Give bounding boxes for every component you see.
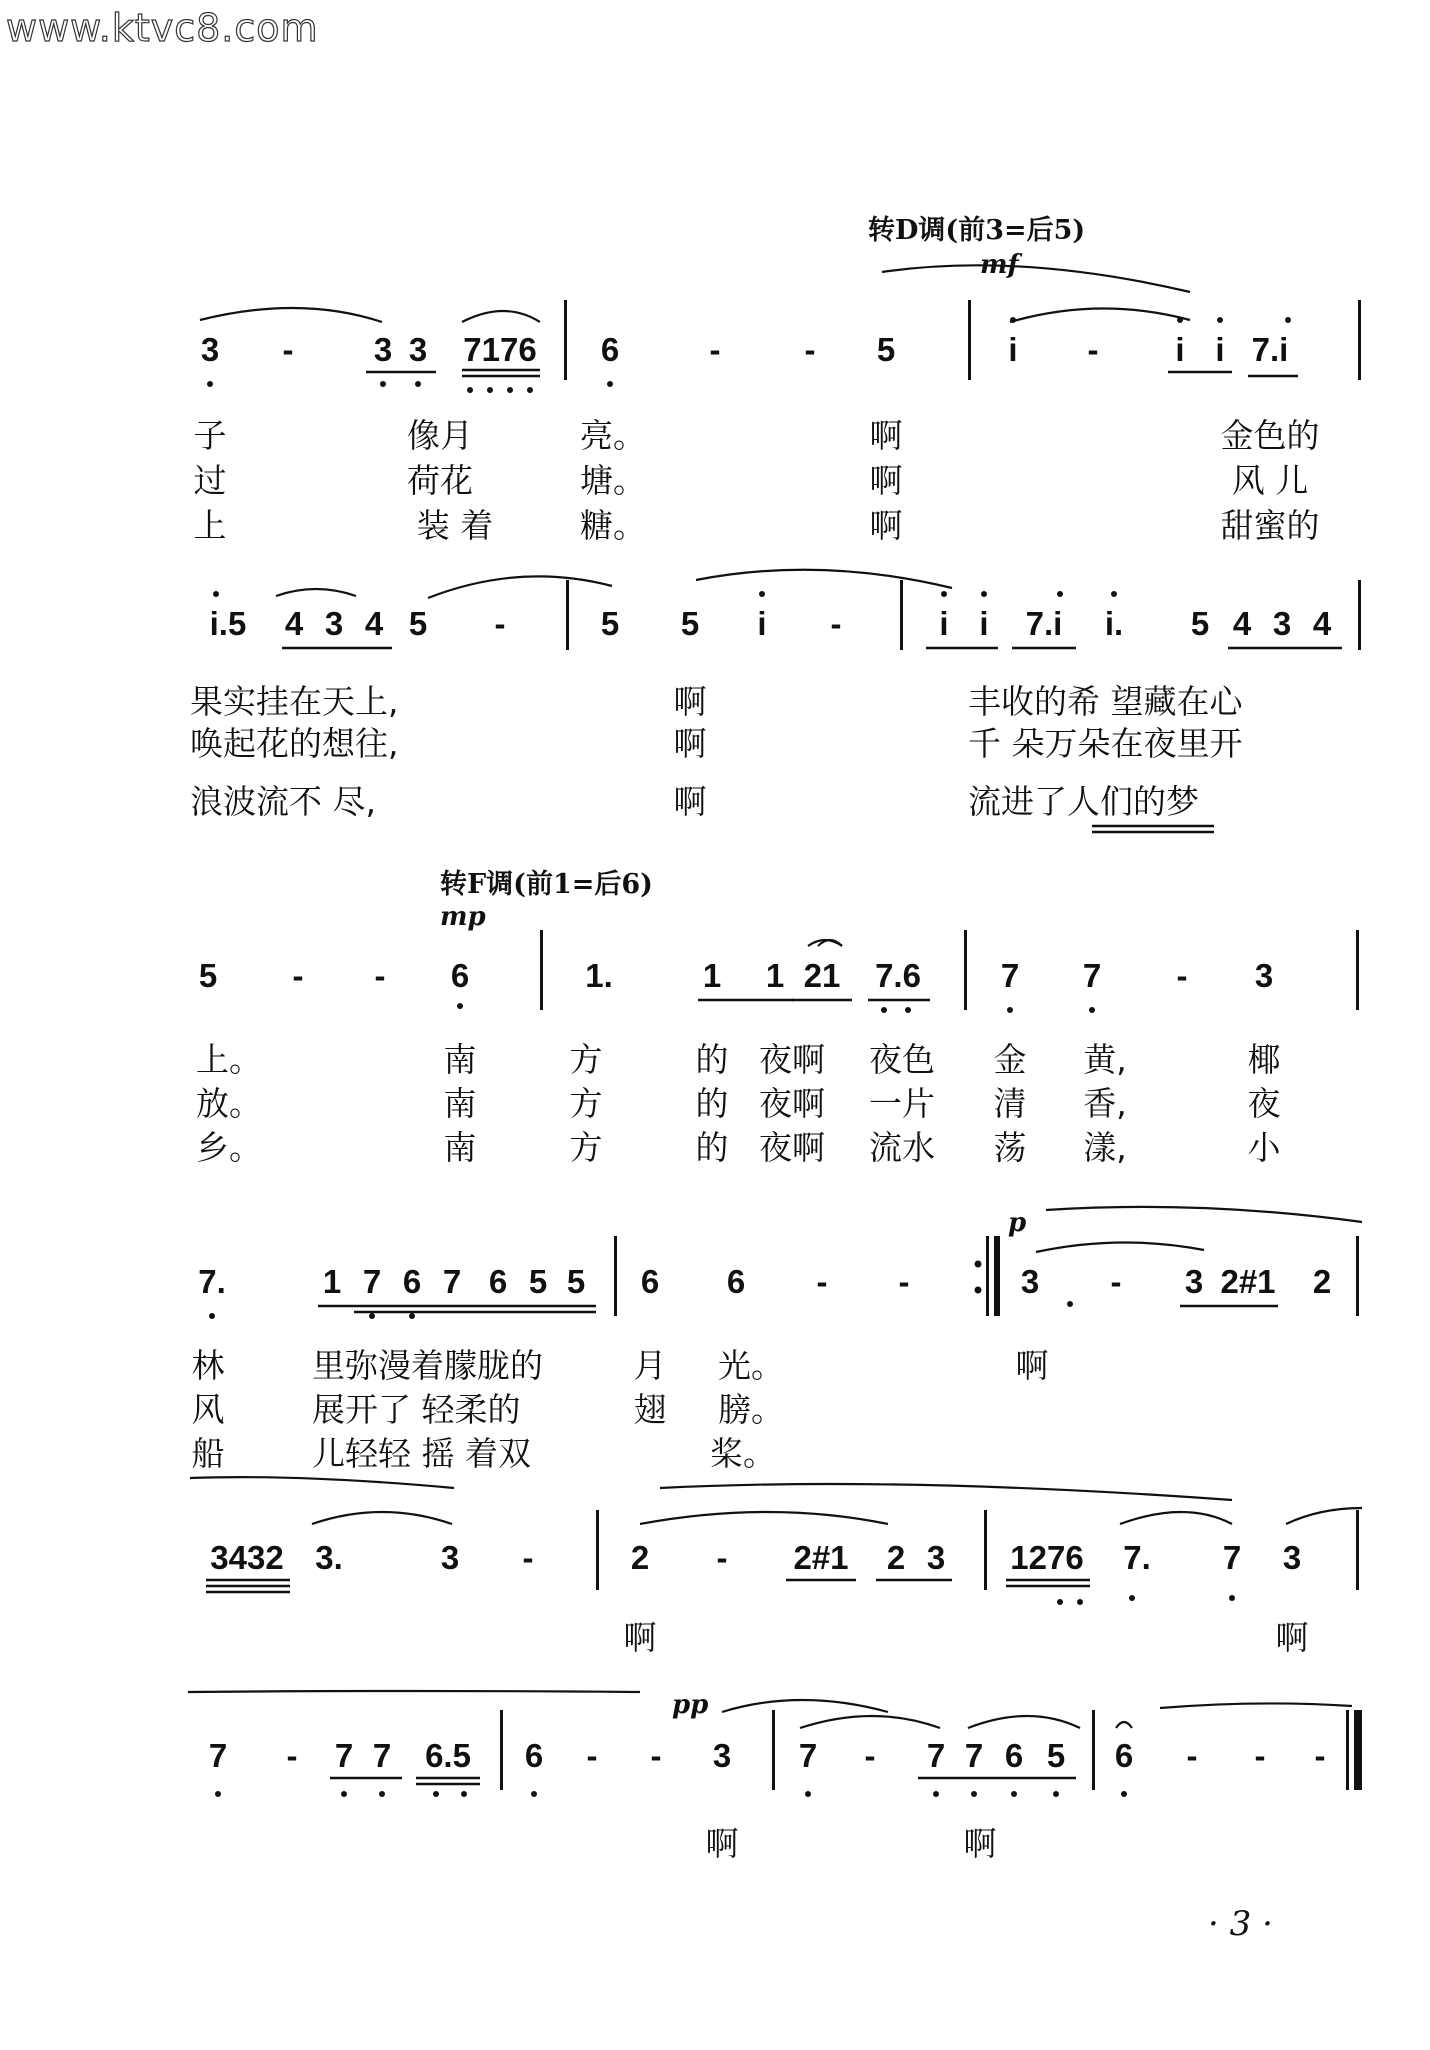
note: -	[522, 1539, 534, 1576]
note: 5	[876, 331, 896, 368]
lyric: 荡	[993, 1128, 1027, 1167]
lyric: 风	[191, 1390, 225, 1429]
lyric: 膀。	[718, 1390, 784, 1429]
note: 7.6	[875, 957, 921, 994]
note: 7	[372, 1737, 392, 1774]
note: -	[586, 1737, 598, 1774]
note: 5	[198, 957, 218, 994]
note: 6	[600, 331, 620, 368]
lyric: 啊	[869, 461, 903, 500]
note: 6	[450, 957, 470, 994]
note: -	[716, 1539, 728, 1576]
lyric: 儿轻轻 摇 着双	[312, 1434, 531, 1473]
dynamic-p: p	[1008, 1208, 1027, 1238]
note: 4	[364, 605, 384, 642]
note: 7	[208, 1737, 228, 1774]
lyric: 漾,	[1083, 1128, 1127, 1167]
note: i	[939, 605, 949, 642]
note: 4	[1232, 605, 1252, 642]
note: 7	[1082, 957, 1102, 994]
note: -	[374, 957, 386, 994]
note: -	[1186, 1737, 1198, 1774]
lyric: 方	[569, 1084, 603, 1123]
note: 5	[680, 605, 700, 642]
note: -	[494, 605, 506, 642]
note: i	[1215, 331, 1225, 368]
lyric: 啊	[623, 1618, 657, 1657]
note: 7.	[1123, 1539, 1151, 1576]
note: -	[804, 331, 816, 368]
lyric: 啊	[673, 724, 707, 763]
lyric: 方	[569, 1128, 603, 1167]
key-change-d: 转D调(前3=后5)	[868, 215, 1086, 246]
lyric: 啊	[673, 682, 707, 721]
lyric: 荷花	[407, 461, 473, 500]
lyric: 上。	[196, 1040, 262, 1079]
lyric: 香,	[1083, 1084, 1127, 1123]
note: 3	[440, 1539, 460, 1576]
lyric: 的	[695, 1128, 729, 1167]
lyric: 糖。	[580, 506, 646, 545]
lyric: 放。	[196, 1084, 262, 1123]
lyric: 甜蜜的	[1220, 506, 1320, 545]
note: 7.i	[1025, 605, 1063, 642]
note: 6	[402, 1263, 422, 1300]
note: 6	[488, 1263, 508, 1300]
note: 7.i	[1251, 331, 1289, 368]
lyric: 夜啊	[759, 1128, 825, 1167]
note: 1276	[1010, 1539, 1084, 1576]
note: 21	[803, 957, 841, 994]
lyric: 南	[443, 1040, 477, 1079]
note: 3	[200, 331, 220, 368]
dynamic-mf: mf	[980, 250, 1019, 280]
note: 5	[528, 1263, 548, 1300]
note: 7	[798, 1737, 818, 1774]
key-change-f: 转F调(前1=后6)	[440, 869, 653, 900]
note: 7	[1000, 957, 1020, 994]
lyric: 流进了人们的梦	[968, 782, 1199, 821]
lyric: 小	[1247, 1128, 1281, 1167]
note: i	[1008, 331, 1018, 368]
note: 6	[1114, 1737, 1134, 1774]
note: 4	[284, 605, 304, 642]
lyric: 船	[191, 1434, 225, 1473]
note: -	[816, 1263, 828, 1300]
note: 7.	[198, 1263, 226, 1300]
lyric: 桨。	[710, 1434, 776, 1473]
lyric: 的	[695, 1040, 729, 1079]
note: 2	[886, 1539, 906, 1576]
watermark: www.ktvc8.com	[6, 6, 319, 50]
note: 7	[926, 1737, 946, 1774]
note: i	[979, 605, 989, 642]
lyric: 的	[695, 1084, 729, 1123]
lyric: 啊	[869, 416, 903, 455]
note: -	[1110, 1263, 1122, 1300]
lyric: 子	[193, 416, 227, 455]
note: i	[1175, 331, 1185, 368]
note: -	[292, 957, 304, 994]
note: i.	[1104, 605, 1124, 642]
lyric: 夜啊	[759, 1040, 825, 1079]
note: -	[650, 1737, 662, 1774]
note: 1	[765, 957, 785, 994]
lyric: 啊	[705, 1824, 739, 1863]
note: 1.	[585, 957, 613, 994]
lyric: 黄,	[1083, 1040, 1127, 1079]
lyric: 像月	[407, 416, 473, 455]
note: -	[1254, 1737, 1266, 1774]
note: 5	[600, 605, 620, 642]
note: 1	[322, 1263, 342, 1300]
note: i.5	[209, 605, 247, 642]
lyric: 光。	[718, 1346, 784, 1385]
note: -	[709, 331, 721, 368]
lyric: 南	[443, 1084, 477, 1123]
page-number-value: 3	[1229, 1904, 1252, 1944]
lyric: 林	[191, 1346, 225, 1385]
lyric: 南	[443, 1128, 477, 1167]
note: 3	[1272, 605, 1292, 642]
note: 7	[964, 1737, 984, 1774]
lyric: 乡。	[196, 1128, 262, 1167]
lyric: 丰收的希 望藏在心	[968, 682, 1243, 721]
note: 2#1	[1220, 1263, 1276, 1300]
lyric: 啊	[1275, 1618, 1309, 1657]
note: 3	[1254, 957, 1274, 994]
lyric: 一片	[869, 1084, 935, 1123]
note: 5	[1046, 1737, 1066, 1774]
lyric: 夜啊	[759, 1084, 825, 1123]
note: -	[898, 1263, 910, 1300]
note: 4	[1312, 605, 1332, 642]
note: 5	[566, 1263, 586, 1300]
lyric: 翅	[633, 1390, 667, 1429]
note: -	[830, 605, 842, 642]
note: 2	[630, 1539, 650, 1576]
note: 3.	[315, 1539, 343, 1576]
note: 7176	[463, 331, 537, 368]
note: 6	[1004, 1737, 1024, 1774]
note: 6.5	[425, 1737, 471, 1774]
note: 3	[408, 331, 428, 368]
lyric: 清	[993, 1084, 1027, 1123]
lyric: 啊	[869, 506, 903, 545]
note: 7	[362, 1263, 382, 1300]
note: 7	[1222, 1539, 1242, 1576]
note: -	[1087, 331, 1099, 368]
lyric: 啊	[1015, 1346, 1049, 1385]
note: 6	[524, 1737, 544, 1774]
note: 3	[373, 331, 393, 368]
page-number-right-dot: ·	[1251, 1904, 1273, 1944]
page-number-left-dot: ·	[1208, 1904, 1230, 1944]
note: 1	[702, 957, 722, 994]
lyric: 唤起花的想往,	[190, 724, 399, 763]
lyric: 金色的	[1220, 416, 1320, 455]
lyric: 方	[569, 1040, 603, 1079]
note: 5	[408, 605, 428, 642]
note: 3	[926, 1539, 946, 1576]
lyric: 月	[633, 1346, 667, 1385]
note: -	[1314, 1737, 1326, 1774]
note: 7	[334, 1737, 354, 1774]
note: 3	[324, 605, 344, 642]
dynamic-mp: mp	[440, 902, 486, 932]
lyric: 塘。	[580, 461, 646, 500]
note: i	[757, 605, 767, 642]
lyric: 果实挂在天上,	[190, 682, 399, 721]
note: 3432	[210, 1539, 284, 1576]
note: 6	[726, 1263, 746, 1300]
note: 7	[442, 1263, 462, 1300]
note: -	[864, 1737, 876, 1774]
note: 2	[1312, 1263, 1332, 1300]
lyric: 上	[193, 506, 227, 545]
lyric: 椰	[1247, 1040, 1281, 1079]
lyric: 啊	[673, 782, 707, 821]
lyric: 金	[993, 1040, 1027, 1079]
note: 3	[1020, 1263, 1040, 1300]
lyric: 夜	[1247, 1084, 1281, 1123]
lyric: 啊	[963, 1824, 997, 1863]
lyric: 装 着	[416, 506, 494, 545]
lyric: 里弥漫着朦胧的	[312, 1346, 543, 1385]
note: -	[282, 331, 294, 368]
lyric: 千 朵万朵在夜里开	[968, 724, 1243, 763]
note: 3	[1282, 1539, 1302, 1576]
note: -	[1176, 957, 1188, 994]
lyric: 流水	[869, 1128, 935, 1167]
note: 3	[1184, 1263, 1204, 1300]
lyric: 风 儿	[1231, 461, 1309, 500]
lyric: 浪波流不 尽,	[190, 782, 376, 821]
note: 5	[1190, 605, 1210, 642]
note: -	[286, 1737, 298, 1774]
note: 3	[712, 1737, 732, 1774]
note: 2#1	[793, 1539, 849, 1576]
lyric: 展开了 轻柔的	[312, 1390, 521, 1429]
note: 6	[640, 1263, 660, 1300]
lyric: 夜色	[869, 1040, 935, 1079]
lyric: 过	[193, 461, 227, 500]
dynamic-pp: pp	[672, 1690, 709, 1720]
lyric: 亮。	[580, 416, 646, 455]
